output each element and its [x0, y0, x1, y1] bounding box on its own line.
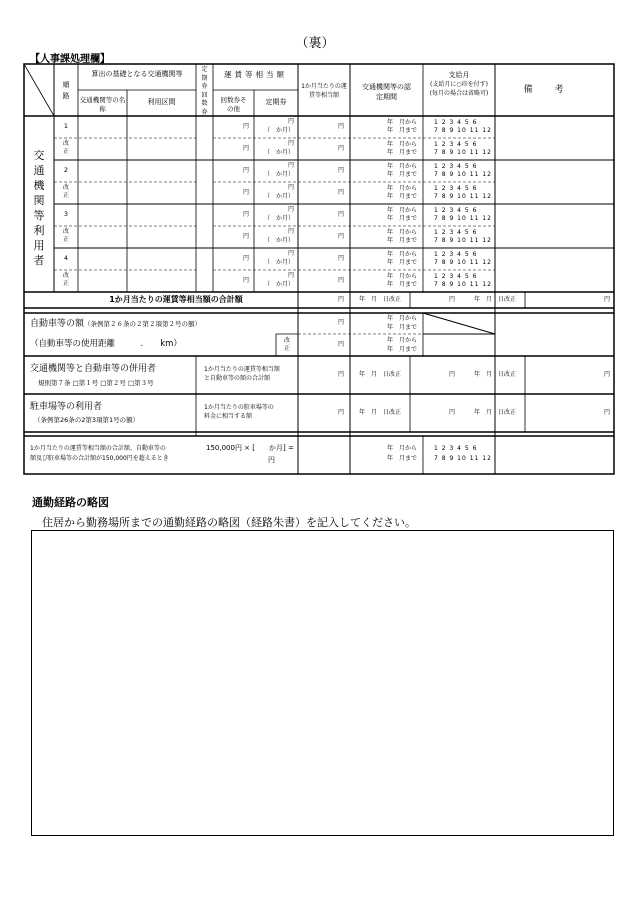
- period-until: 年 月まで: [386, 171, 417, 178]
- coupon-yen: 円: [242, 255, 249, 262]
- monthly-yen: 円: [337, 233, 344, 240]
- period-from: 年 月から: [386, 273, 417, 280]
- period-from: 年 月から: [386, 119, 417, 126]
- header-cert-period: 交通機関等の認定期間: [362, 83, 411, 101]
- route-sketch-instruction: 住居から勤務場所までの通勤経路の略図（経路朱書）を記入してください。: [42, 516, 416, 529]
- combined-title: 交通機関等と自動車等の併用者: [30, 364, 157, 374]
- pay-months-row1: 1 2 3 4 5 6: [434, 251, 478, 258]
- header-pass-count: 定期券回数券: [201, 66, 208, 116]
- period-until: 年 月まで: [386, 149, 417, 156]
- pay-months-row2: 7 8 9 10 11 12: [434, 237, 492, 244]
- period-until: 年 月まで: [386, 281, 417, 288]
- pass-yen: 円: [287, 118, 294, 125]
- combined-label-2: と自動車等の額の合計額: [204, 375, 271, 382]
- period-from: 年 月から: [386, 185, 417, 192]
- total-revised-date: 年 月 日改正: [358, 296, 401, 303]
- period-until: 年 月まで: [386, 193, 417, 200]
- parking-yen-3: 円: [603, 409, 610, 416]
- pass-months: （ か月）: [263, 193, 294, 200]
- pay-months-row1: 1 2 3 4 5 6: [434, 229, 478, 236]
- limit-text-1: 1か月当たりの運賃等相当額の合計額、自動車等の: [30, 445, 166, 452]
- coupon-yen: 円: [242, 233, 249, 240]
- pass-months: （ か月）: [263, 149, 294, 156]
- header-transport-name: 交通機関等の名称: [79, 96, 126, 113]
- total-yen-3: 円: [603, 296, 610, 303]
- limit-months-row2: 7 8 9 10 11 12: [434, 455, 492, 462]
- header-no: 順路: [62, 81, 70, 100]
- combined-yen-2: 円: [448, 371, 455, 378]
- combined-revised-2: 年 月 日改正: [473, 371, 516, 378]
- header-pay-month-note1: (支給月に○印を付す): [430, 81, 488, 88]
- limit-text-2: 額及び駐車場等の合計額が150,000円を超えるとき: [30, 455, 169, 462]
- limit-formula: 150,000円 × [ か月] =: [206, 444, 294, 452]
- total-row-label: 1か月当たりの運賃等相当額の合計額: [109, 295, 243, 304]
- period-from: 年 月から: [386, 163, 417, 170]
- period-from: 年 月から: [386, 207, 417, 214]
- header-monthly-fare: 1か月当たりの運賃等相当額: [301, 83, 347, 99]
- parking-rule: （条例第26条の2第3項第1号の額）: [34, 416, 140, 424]
- period-until: 年 月まで: [386, 237, 417, 244]
- car-yen-2: 円: [337, 341, 344, 348]
- parking-revised: 年 月 日改正: [358, 409, 401, 416]
- pass-months: （ か月）: [263, 237, 294, 244]
- period-until: 年 月まで: [386, 127, 417, 134]
- monthly-yen: 円: [337, 255, 344, 262]
- route-revise: 改正: [62, 140, 69, 155]
- car-until-1: 年 月まで: [386, 324, 417, 331]
- car-from-1: 年 月から: [386, 315, 417, 322]
- coupon-yen: 円: [242, 145, 249, 152]
- car-until-2: 年 月まで: [386, 346, 417, 353]
- pass-yen: 円: [287, 162, 294, 169]
- pass-yen: 円: [287, 184, 294, 191]
- pay-months-row1: 1 2 3 4 5 6: [434, 141, 478, 148]
- combined-revised: 年 月 日改正: [358, 371, 401, 378]
- parking-revised-2: 年 月 日改正: [473, 409, 516, 416]
- header-coupon-other: 回数券その他: [220, 96, 247, 113]
- total-revised-date-2: 年 月 日改正: [473, 296, 516, 303]
- pass-months: （ か月）: [263, 259, 294, 266]
- pass-months: （ か月）: [263, 215, 294, 222]
- page-title: （裏）: [295, 36, 335, 51]
- route-revise: 改正: [62, 228, 69, 243]
- header-pay-month: 支給月: [448, 71, 470, 79]
- header-pay-month-note2: (毎月の場合は省略可): [429, 90, 489, 97]
- route-number: 4: [63, 254, 69, 262]
- pay-months-row2: 7 8 9 10 11 12: [434, 149, 492, 156]
- period-until: 年 月まで: [386, 259, 417, 266]
- combined-rule: 規則第７条 □第１号 □第２号 □第３号: [38, 379, 154, 387]
- pass-yen: 円: [287, 272, 294, 279]
- parking-yen: 円: [337, 409, 344, 416]
- period-until: 年 月まで: [386, 215, 417, 222]
- pass-yen: 円: [287, 206, 294, 213]
- pay-months-row2: 7 8 9 10 11 12: [434, 215, 492, 222]
- left-vertical-label: 交 通 機 関 等 利 用 者: [33, 149, 45, 267]
- route-number: 2: [63, 166, 69, 174]
- route-revise: 改正: [62, 184, 69, 199]
- route-sketch-title: 通勤経路の略図: [32, 496, 109, 509]
- route-revise: 改正: [62, 272, 69, 287]
- monthly-yen: 円: [337, 123, 344, 130]
- header-basis-group: 算出の基礎となる交通機関等: [91, 70, 183, 78]
- pay-months-row1: 1 2 3 4 5 6: [434, 273, 478, 280]
- pay-months-row1: 1 2 3 4 5 6: [434, 119, 478, 126]
- monthly-yen: 円: [337, 145, 344, 152]
- route-number: 1: [63, 122, 69, 130]
- header-fare-equiv: 運賃等相当額: [224, 70, 287, 79]
- period-from: 年 月から: [386, 251, 417, 258]
- pay-months-row2: 7 8 9 10 11 12: [434, 171, 492, 178]
- limit-until: 年 月まで: [386, 455, 417, 462]
- parking-label-2: 料金に相当する額: [204, 413, 253, 420]
- parking-title: 駐車場等の利用者: [30, 402, 103, 412]
- header-section-use: 利用区間: [147, 98, 176, 106]
- pass-months: （ か月）: [263, 281, 294, 288]
- pass-yen: 円: [287, 250, 294, 257]
- monthly-yen: 円: [337, 189, 344, 196]
- period-from: 年 月から: [386, 229, 417, 236]
- coupon-yen: 円: [242, 123, 249, 130]
- header-commuter-pass: 定期券: [265, 98, 287, 106]
- coupon-yen: 円: [242, 277, 249, 284]
- car-distance: （自動車等の使用距離 . km）: [30, 339, 182, 349]
- period-from: 年 月から: [386, 141, 417, 148]
- section-label: 【人事課処理欄】: [30, 54, 110, 65]
- car-from-2: 年 月から: [386, 337, 417, 344]
- coupon-yen: 円: [242, 211, 249, 218]
- parking-yen-2: 円: [448, 409, 455, 416]
- limit-from: 年 月から: [386, 445, 417, 452]
- combined-yen: 円: [337, 371, 344, 378]
- coupon-yen: 円: [242, 167, 249, 174]
- pass-months: （ か月）: [263, 171, 294, 178]
- total-yen: 円: [337, 296, 344, 303]
- route-sketch-area[interactable]: [31, 530, 614, 836]
- pay-months-row2: 7 8 9 10 11 12: [434, 127, 492, 134]
- car-title: 自動車等の額（条例第２６条の２第２項第２号の額）: [30, 319, 202, 329]
- combined-label-1: 1か月当たりの運賃等相当額: [204, 366, 280, 373]
- car-yen-1: 円: [337, 319, 344, 326]
- pay-months-row1: 1 2 3 4 5 6: [434, 163, 478, 170]
- route-number: 3: [63, 210, 69, 218]
- combined-yen-3: 円: [603, 371, 610, 378]
- header-remarks: 備考: [523, 85, 586, 95]
- monthly-yen: 円: [337, 277, 344, 284]
- monthly-yen: 円: [337, 211, 344, 218]
- pay-months-row1: 1 2 3 4 5 6: [434, 207, 478, 214]
- pay-months-row1: 1 2 3 4 5 6: [434, 185, 478, 192]
- monthly-yen: 円: [337, 167, 344, 174]
- pay-months-row2: 7 8 9 10 11 12: [434, 281, 492, 288]
- limit-yen: 円: [268, 456, 275, 464]
- pass-yen: 円: [287, 228, 294, 235]
- coupon-yen: 円: [242, 189, 249, 196]
- pay-months-row2: 7 8 9 10 11 12: [434, 193, 492, 200]
- limit-months-row1: 1 2 3 4 5 6: [434, 445, 478, 452]
- car-revise: 改正: [283, 337, 290, 352]
- parking-label-1: 1か月当たりの駐車場等の: [204, 404, 274, 411]
- pass-yen: 円: [287, 140, 294, 147]
- total-yen-2: 円: [448, 296, 455, 303]
- pay-months-row2: 7 8 9 10 11 12: [434, 259, 492, 266]
- pass-months: （ か月）: [263, 127, 294, 134]
